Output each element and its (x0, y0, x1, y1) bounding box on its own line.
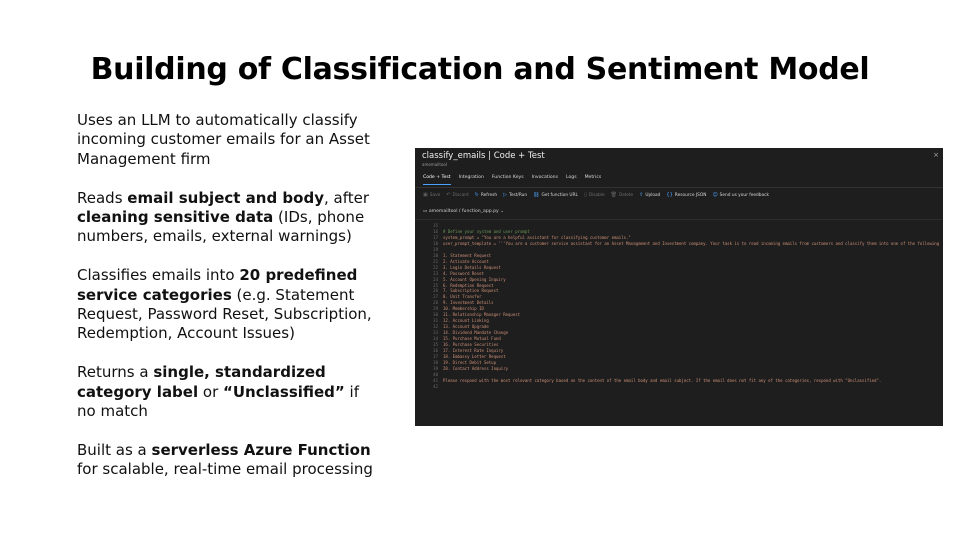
disable-icon: ▯ (583, 192, 587, 198)
code-line (425, 241, 943, 247)
line-number: 21 (433, 258, 438, 264)
code-text: 18. Embassy Letter Request (443, 353, 506, 359)
bullet-text: Classifies emails into (77, 266, 240, 285)
toolbar-button-discard[interactable] (446, 192, 468, 198)
code-text: 14. Dividend Mandate Change (443, 330, 509, 336)
code-text: 7. Subscription Request (443, 288, 499, 294)
bullet-text: if no match (77, 382, 359, 421)
line-number: 16 (433, 228, 438, 234)
tab-divider (415, 187, 943, 188)
line-number: 40 (433, 371, 438, 377)
bullet-bold-text: 20 predefined service categories (77, 266, 358, 304)
toolbar-button-refresh[interactable] (475, 192, 497, 198)
toolbar-button-upload[interactable] (639, 192, 660, 198)
save-icon: ▣ (423, 192, 428, 198)
code-text: 4. Password Reset (443, 270, 484, 276)
line-number: 17 (433, 234, 438, 240)
toolbar-button-get-function-url[interactable] (533, 192, 578, 198)
line-number: 29 (433, 306, 438, 312)
code-text: 13. Account Upgrade (443, 324, 489, 330)
code-text: user_prompt_template = '''You are a customer service assistant for an Asset Management and Investment company. Your task is to read incoming emails from customers and classify them into one of the following (443, 240, 940, 246)
bullet-text: Built as a (77, 440, 152, 459)
bullet-bold-text: “Unclassified” (223, 382, 345, 401)
toolbar-button-save[interactable] (423, 192, 440, 198)
line-number: 26 (433, 288, 438, 294)
code-text: 6. Redemption Request (443, 282, 494, 288)
code-text: 17. Interest Rate Inquiry (443, 348, 504, 354)
line-number: 39 (433, 365, 438, 371)
line-number: 18 (433, 240, 438, 246)
function-subtitle: amemailtool (422, 162, 447, 167)
code-text: 15. Purchase Mutual Fund (443, 336, 501, 342)
file-path-breadcrumb[interactable] (423, 209, 504, 214)
tab-metrics[interactable]: Metrics (584, 175, 602, 180)
line-number: 32 (433, 324, 438, 330)
bullet-item (77, 441, 377, 480)
line-number: 19 (433, 246, 438, 252)
bullet-text: Uses an LLM to automatically classify incoming customer emails for an Asset Management firm (77, 111, 370, 168)
line-number: 31 (433, 318, 438, 324)
function-toolbar (423, 192, 769, 198)
code-text: 9. Investment Details (443, 300, 494, 306)
code-text: system_prompt = "You are a helpful assistant for classifying customer emails." (443, 234, 631, 240)
code-text: 19. Direct Debit Setup (443, 359, 496, 365)
line-number: 36 (433, 348, 438, 354)
tab-code-test[interactable]: Code + Test (423, 175, 451, 185)
toolbar-label: Save (429, 192, 441, 198)
line-number: 41 (433, 377, 438, 383)
upload-icon: ⇧ (639, 192, 644, 198)
line-number: 15 (433, 223, 438, 228)
folder-icon: ▭ (423, 209, 429, 214)
code-text: # Define your system and user prompt (443, 228, 530, 234)
bullet-item (77, 266, 377, 344)
function-title: classify_emails | Code + Test (422, 151, 545, 161)
toolbar-button-test-run[interactable] (503, 192, 527, 198)
line-number: 33 (433, 330, 438, 336)
toolbar-label: Delete (619, 192, 634, 198)
line-number: 28 (433, 300, 438, 306)
discard-icon: ↶ (446, 192, 451, 198)
line-number: 37 (433, 353, 438, 359)
toolbar-button-send-us-your-feedback[interactable] (712, 192, 769, 198)
toolbar-label: Disable (588, 192, 605, 198)
toolbar-label: Send us your feedback (719, 192, 769, 198)
code-text: 8. Unit Transfer (443, 294, 482, 300)
close-icon[interactable]: × (933, 151, 939, 159)
tab-function-keys[interactable]: Function Keys (491, 175, 524, 180)
bullet-text: Returns a (77, 363, 154, 382)
line-number: 25 (433, 282, 438, 288)
line-number: 34 (433, 336, 438, 342)
bullet-bold-text: single, standardized category label (77, 363, 326, 401)
toolbar-label: Resource JSON (674, 192, 707, 198)
toolbar-label: Upload (645, 192, 661, 198)
tab-invocations[interactable]: Invocations (531, 175, 558, 180)
line-number: 35 (433, 342, 438, 348)
toolbar-button-disable[interactable] (584, 192, 605, 198)
code-text: 12. Account Linking (443, 318, 489, 324)
bullet-bold-text: cleaning sensitive data (77, 208, 274, 227)
code-line (425, 384, 943, 390)
bullet-bold-text: serverless Azure Function (151, 440, 371, 459)
bullet-bold-text: email subject and body (127, 188, 324, 207)
line-number: 38 (433, 359, 438, 365)
toolbar-button-delete[interactable] (611, 192, 633, 198)
code-editor[interactable] (425, 223, 943, 390)
code-text: 2. Activate Account (443, 258, 489, 264)
delete-icon: 🗑 (610, 192, 618, 198)
bullet-item (77, 111, 377, 169)
line-number: 22 (433, 264, 438, 270)
bullet-text: (IDs, phone numbers, emails, external warnings) (77, 208, 365, 246)
line-number: 24 (433, 276, 438, 282)
code-line (425, 378, 943, 384)
line-number: 42 (433, 383, 438, 389)
feedback-icon: ☺ (712, 192, 718, 198)
slide-title: Building of Classification and Sentiment Model (90, 52, 870, 87)
toolbar-label: Refresh (480, 192, 498, 198)
toolbar-button-resource-json[interactable] (666, 192, 706, 198)
bullet-text: or (198, 382, 224, 401)
line-number: 30 (433, 312, 438, 318)
file-path-label: amemailtool / function_app.py (428, 209, 499, 214)
code-text: 20. Contact Address Inquiry (443, 365, 509, 371)
line-number: 23 (433, 270, 438, 276)
azure-function-screenshot (415, 148, 943, 426)
bullet-text: for scalable, real-time email processing (77, 460, 373, 479)
tab-logs[interactable]: Logs (565, 175, 577, 180)
bullet-text: Reads (77, 188, 128, 207)
line-number: 20 (433, 252, 438, 258)
line-number: 27 (433, 294, 438, 300)
bullet-item (77, 189, 377, 247)
tab-integration[interactable]: Integration (458, 175, 484, 180)
editor-divider (415, 219, 943, 220)
function-tabs (423, 175, 601, 185)
link-icon: ⛓ (533, 192, 540, 198)
code-text: 16. Purchase Securities (443, 342, 499, 348)
code-text: 5. Account Opening Inquiry (443, 276, 506, 282)
toolbar-label: Get function URL (541, 192, 578, 198)
play-icon: ▷ (503, 192, 507, 198)
code-text: Please respond with the most relevant category based on the content of the email body and email subject. If the email does not fit any of the categories, respond with "Unclassified". (443, 377, 882, 383)
code-text: 11. Relationship Manager Request (443, 312, 521, 318)
chevron-down-icon: ⌄ (498, 209, 505, 214)
bullet-item (77, 363, 377, 421)
json-icon: {} (666, 192, 673, 198)
refresh-icon: ↻ (474, 192, 479, 198)
code-text: 3. Login Details Request (443, 264, 501, 270)
code-text: 10. Membership ID (443, 306, 484, 312)
toolbar-label: Discard (452, 192, 469, 198)
code-text: 1. Statement Request (443, 252, 492, 258)
bullet-text: , after (323, 188, 370, 207)
bullet-list (77, 111, 377, 499)
bullet-text: (e.g. Statement Request, Password Reset, Subscription, Redemption, Account Issues) (77, 285, 372, 343)
toolbar-label: Test/Run (508, 192, 528, 198)
